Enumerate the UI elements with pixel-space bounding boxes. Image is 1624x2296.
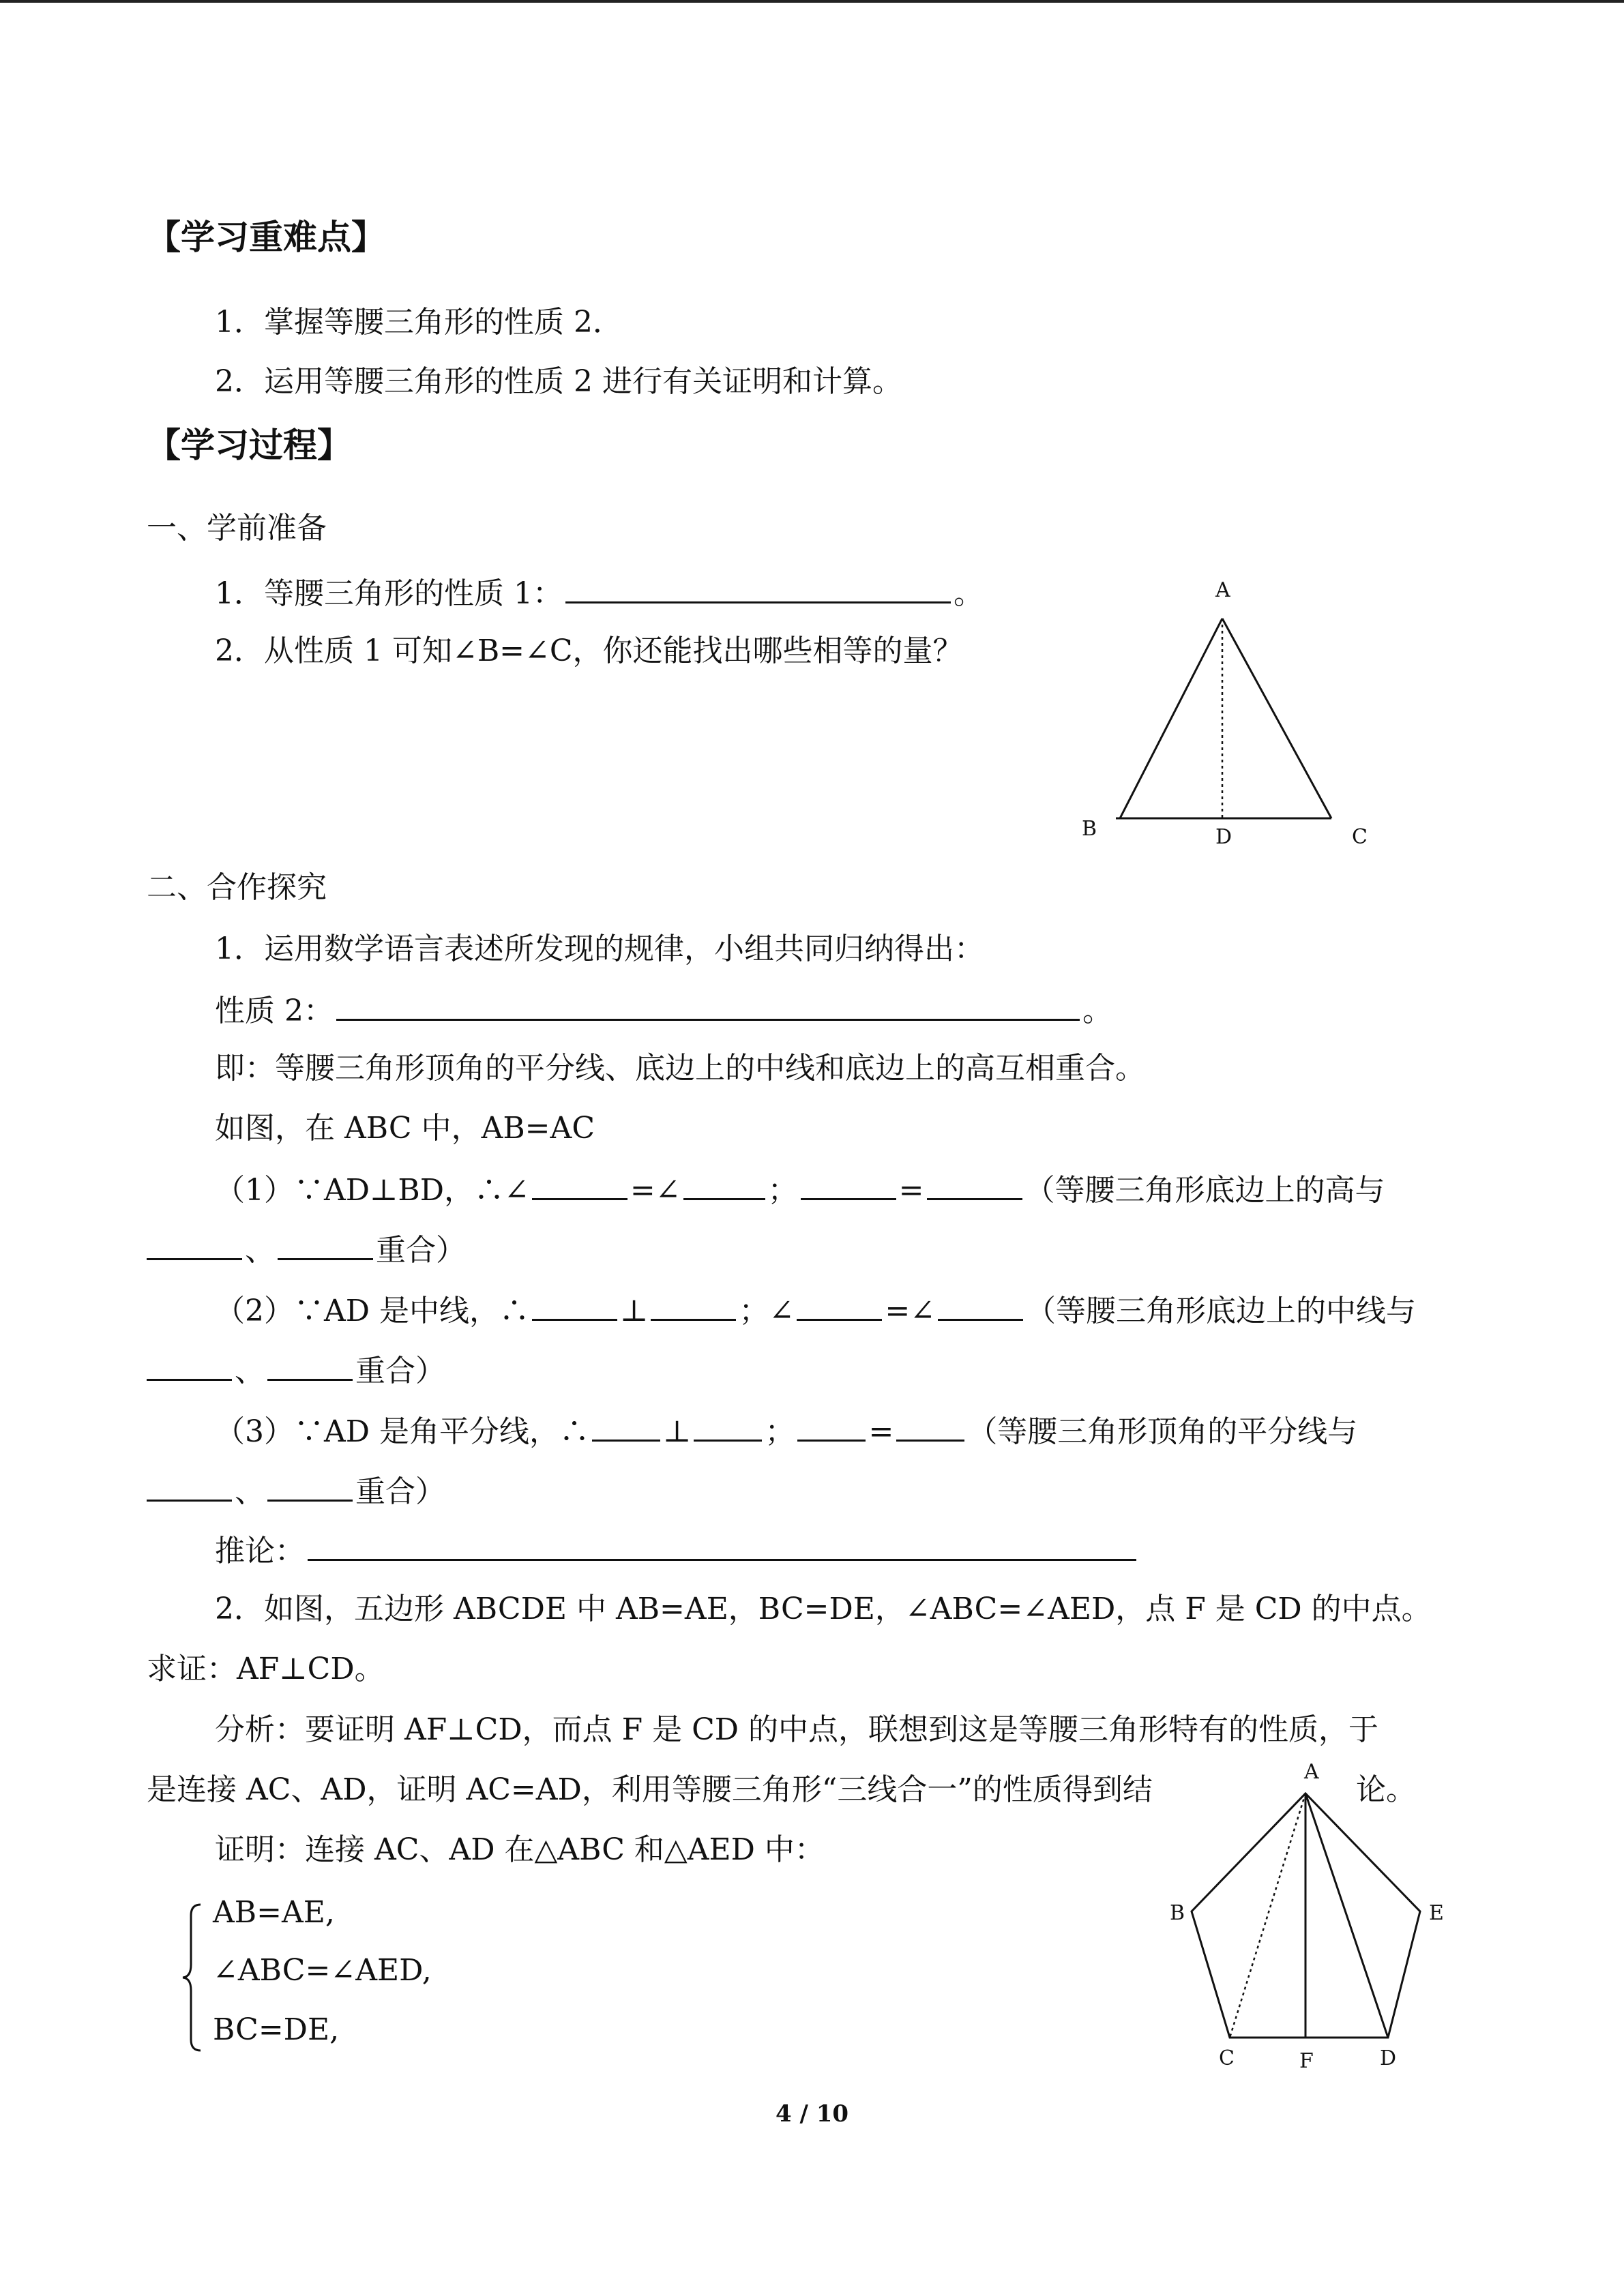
q3-line2 [147, 1470, 445, 1512]
label-b: B [1082, 817, 1097, 841]
q1-text-d: = [898, 1173, 924, 1208]
q3-end: 重合） [355, 1474, 445, 1509]
q3-text-c: ； [765, 1414, 795, 1449]
triangle-side-ac [1222, 618, 1331, 818]
namely-line: 即：等腰三角形顶角的平分线、底边上的中线和底边上的高互相重合。 [215, 1051, 1145, 1086]
q1-blank-6[interactable] [278, 1228, 373, 1260]
label-e2: E [1429, 1901, 1444, 1925]
label-b2: B [1170, 1901, 1185, 1925]
label-a: A [1215, 578, 1230, 602]
q2-end: 重合） [355, 1354, 445, 1388]
pentagon-figure [1146, 1753, 1473, 2080]
item2-line2: 求证：AF⊥CD。 [147, 1652, 385, 1686]
corollary-line [215, 1529, 1139, 1572]
label-c: C [1352, 825, 1368, 849]
q3-blank-2[interactable] [694, 1410, 762, 1442]
q1-text-b: =∠ [630, 1173, 681, 1208]
label-c2: C [1219, 2046, 1235, 2070]
q2-text-a: （2）∵AD 是中线，∴ [215, 1294, 530, 1328]
page-top-border [0, 0, 1624, 3]
q3-blank-5[interactable] [147, 1470, 232, 1502]
segment-ad [1305, 1793, 1388, 2038]
label-d2: D [1380, 2046, 1397, 2070]
proof-condition-3: BC=DE, [213, 2012, 340, 2047]
q2-text-b: ⊥ [620, 1294, 649, 1328]
property2-line [215, 989, 1112, 1032]
q1-end: 重合） [376, 1233, 466, 1268]
property2-prefix: 性质 2： [215, 994, 334, 1028]
q2-blank-3[interactable] [797, 1289, 882, 1321]
item2-line1: 2．如图，五边形 ABCDE 中 AB=AE，BC=DE，∠ABC=∠AED，点 F 是 CD 的中点。 [215, 1592, 1432, 1626]
blank-property2[interactable] [336, 989, 1080, 1021]
section1-item1 [215, 571, 984, 614]
triangle-figure [1064, 573, 1391, 859]
triangle-side-ab [1120, 618, 1222, 818]
proof-intro: 证明：连接 AC、AD 在△ABC 和△AED 中： [215, 1832, 825, 1867]
q2-blank-2[interactable] [651, 1289, 736, 1321]
analysis-line1: 分析：要证明 AF⊥CD，而点 F 是 CD 的中点，联想到这是等腰三角形特有的性质，于 [215, 1712, 1379, 1747]
q3-text-a: （3）∵AD 是角平分线，∴ [215, 1414, 590, 1449]
q2-line2 [147, 1349, 445, 1392]
q2-line1 [215, 1289, 1416, 1332]
q3-sep: 、 [235, 1474, 265, 1509]
section1-item2: 2．从性质 1 可知∠B=∠C，你还能找出哪些相等的量？ [215, 633, 963, 668]
q2-text-e: （等腰三角形底边上的中线与 [1026, 1294, 1417, 1328]
q3-text-b: ⊥ [663, 1414, 692, 1449]
q2-text-c: ；∠ [739, 1294, 795, 1328]
q3-blank-1[interactable] [592, 1410, 660, 1442]
label-a2: A [1304, 1760, 1319, 1784]
section1-title: 一、学前准备 [147, 511, 327, 546]
key-point-2: 2．运用等腰三角形的性质 2 进行有关证明和计算。 [215, 364, 902, 399]
blank-corollary[interactable] [308, 1529, 1136, 1561]
section1-item1-prefix: 1．等腰三角形的性质 1： [215, 576, 563, 611]
q1-line2 [147, 1228, 466, 1271]
analysis-line2b: 论。 [1356, 1772, 1416, 1807]
section1-item1-suffix: 。 [953, 576, 984, 611]
analysis-line2a: 是连接 AC、AD，证明 AC=AD，利用等腰三角形“三线合一”的性质得到结 [147, 1772, 1153, 1807]
q2-blank-6[interactable] [267, 1349, 353, 1381]
q1-text-a: （1）∵AD⊥BD，∴∠ [215, 1173, 529, 1208]
corollary-label: 推论： [215, 1534, 305, 1568]
property2-suffix: 。 [1082, 994, 1112, 1028]
q2-sep: 、 [235, 1354, 265, 1388]
section2-item1: 1．运用数学语言表述所发现的规律，小组共同归纳得出： [215, 931, 984, 966]
q3-blank-4[interactable] [896, 1410, 964, 1442]
key-point-1: 1．掌握等腰三角形的性质 2． [215, 305, 623, 340]
label-f2: F [1299, 2049, 1314, 2073]
q1-sep: 、 [245, 1233, 275, 1268]
q1-blank-1[interactable] [532, 1168, 628, 1200]
blank-property1[interactable] [565, 571, 951, 603]
as-figure-line: 如图，在 ABC 中，AB=AC [215, 1111, 595, 1146]
q1-line1 [215, 1168, 1385, 1211]
proof-condition-1: AB=AE, [213, 1895, 335, 1930]
q1-text-c: ； [767, 1173, 798, 1208]
left-brace [179, 1899, 206, 2056]
q3-text-e: （等腰三角形顶角的平分线与 [967, 1414, 1358, 1449]
q3-blank-6[interactable] [267, 1470, 353, 1502]
q1-blank-2[interactable] [683, 1168, 765, 1200]
q3-blank-3[interactable] [797, 1410, 866, 1442]
label-d: D [1215, 825, 1232, 849]
q2-text-d: =∠ [885, 1294, 936, 1328]
q1-blank-5[interactable] [147, 1228, 242, 1260]
heading-process: 【学习过程】 [147, 425, 351, 465]
q3-text-d: = [868, 1414, 894, 1449]
q1-blank-4[interactable] [927, 1168, 1022, 1200]
section2-title: 二、合作探究 [147, 870, 327, 905]
heading-key-points: 【学习重难点】 [147, 217, 385, 257]
page-number: 4 / 10 [775, 2100, 849, 2128]
q3-line1 [215, 1410, 1357, 1452]
q1-text-e: （等腰三角形底边上的高与 [1024, 1173, 1385, 1208]
q2-blank-1[interactable] [532, 1289, 617, 1321]
proof-condition-2: ∠ABC=∠AED, [213, 1953, 432, 1988]
q2-blank-4[interactable] [938, 1289, 1023, 1321]
q2-blank-5[interactable] [147, 1349, 232, 1381]
q1-blank-3[interactable] [801, 1168, 896, 1200]
segment-ac [1230, 1793, 1305, 2038]
